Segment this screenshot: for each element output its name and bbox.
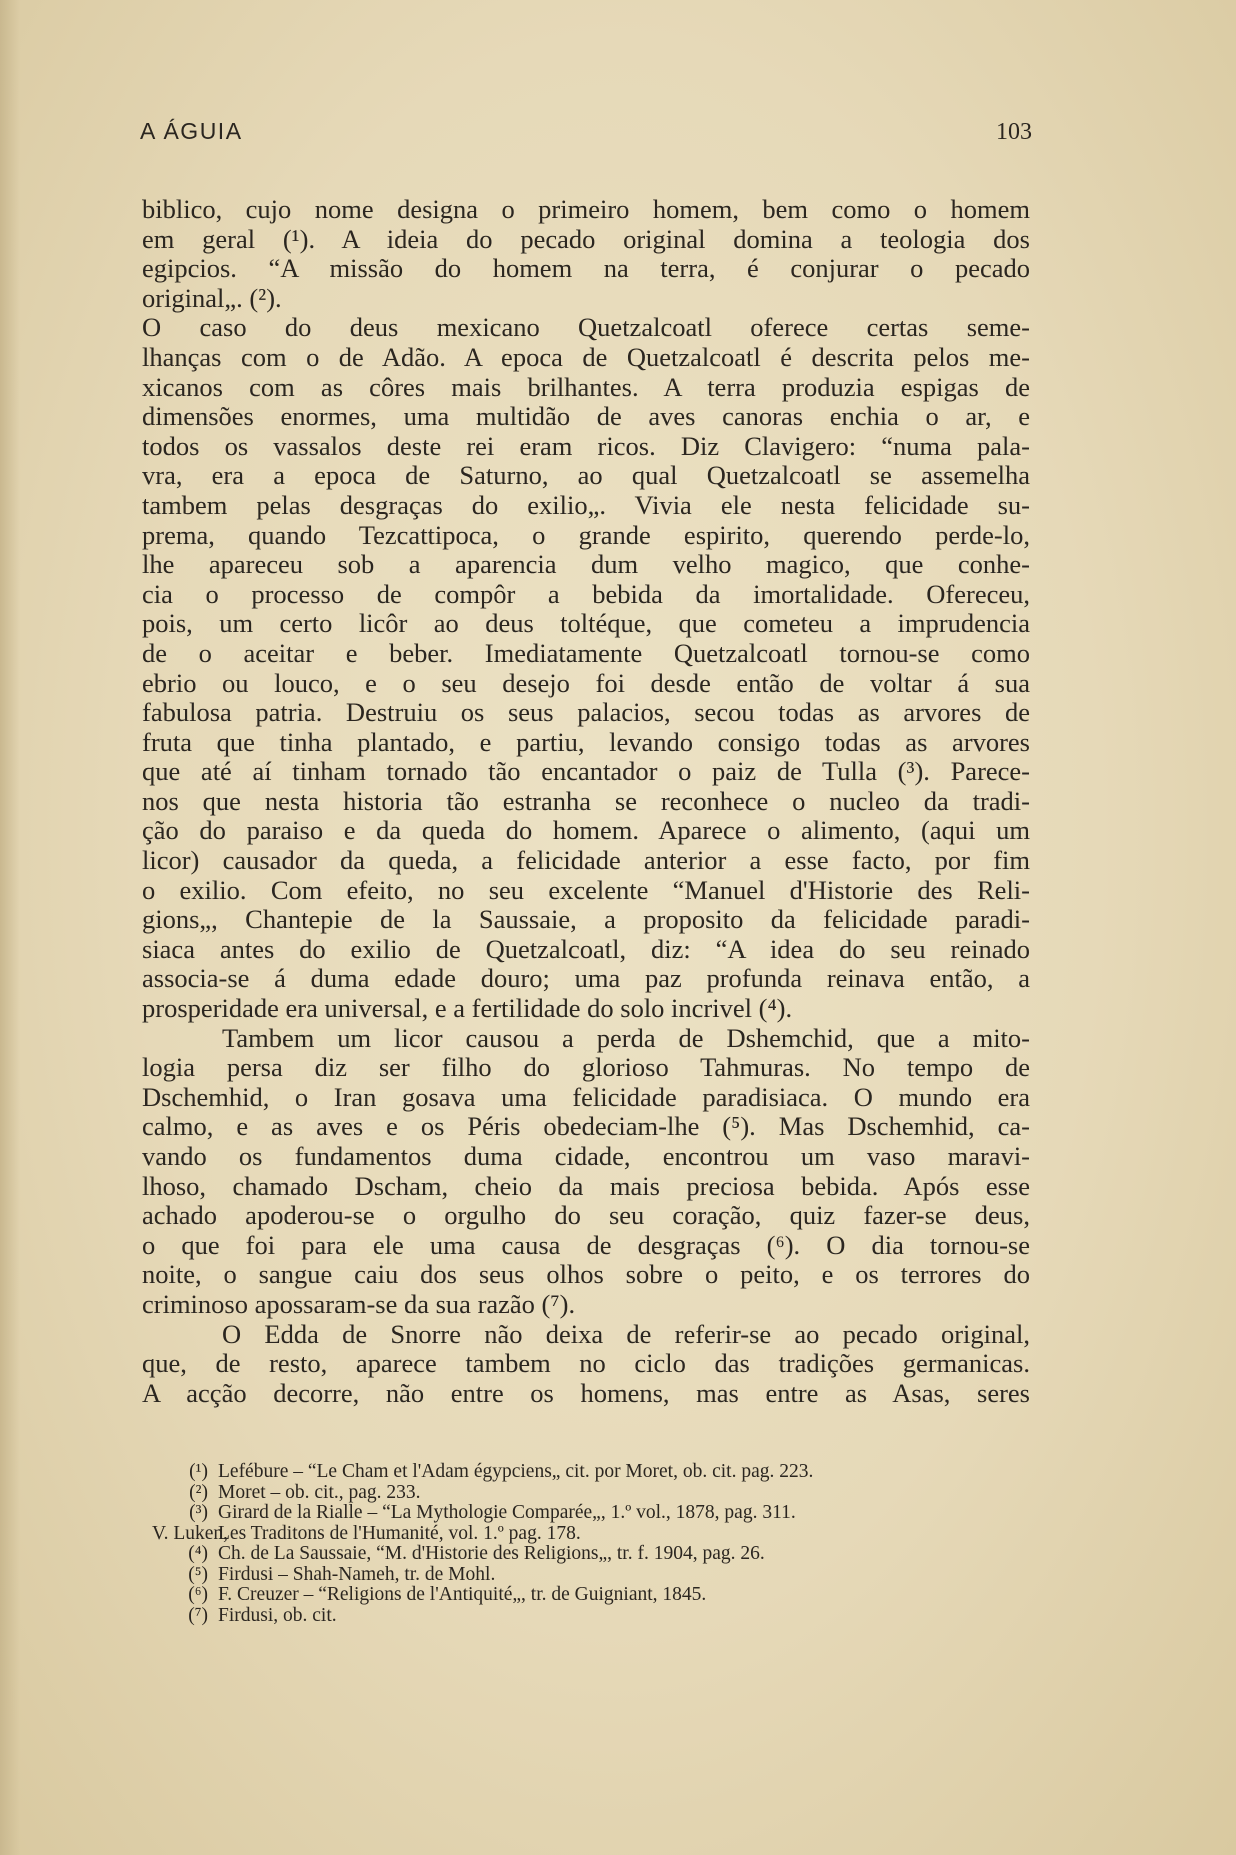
text-line: calmo, e as aves e os Péris obedeciam-lhe (⁵). Mas Dschemhid, ca- <box>142 1112 1030 1142</box>
footnote <box>152 1585 1054 1606</box>
footnotes <box>152 1462 1054 1626</box>
footnote-text: F. Creuzer – “Religions de l'Antiquité„, tr. de Guigniant, 1845. <box>218 1585 707 1605</box>
footnote-text: Les Traditons de l'Humanité, vol. 1.º pag. 178. <box>218 1523 581 1544</box>
text-line: lhoso, chamado Dscham, cheio da mais preciosa bebida. Após esse <box>142 1171 1030 1201</box>
text-line: nos que nesta historia tão estranha se reconhece o nucleo da tradi- <box>142 786 1030 816</box>
text-line: Tambem um licor causou a perda de Dshemchid, que a mito- <box>222 1023 1030 1053</box>
footnote <box>152 1483 1054 1504</box>
text-line: xicanos com as côres mais brilhantes. A terra produzia espigas de <box>142 372 1030 402</box>
footnote-text: Firdusi – Shah-Nameh, tr. de Mohl. <box>218 1564 496 1585</box>
footnote-text: Lefébure – “Le Cham et l'Adam égypciens„ cit. por Moret, ob. cit. pag. 223. <box>218 1462 814 1482</box>
text-line: ebrio ou louco, e o seu desejo foi desde então de voltar á sua <box>142 668 1030 698</box>
text-line: logia persa diz ser filho do glorioso Tahmuras. No tempo de <box>142 1053 1030 1083</box>
text-line: o que foi para ele uma causa de desgraças (⁶). O dia tornou-se <box>142 1230 1030 1260</box>
running-title: A ÁGUIA <box>140 118 243 144</box>
footnote-mark: (⁴) <box>188 1544 208 1564</box>
text-line: o exilio. Com efeito, no seu excelente “Manuel d'Historie des Reli- <box>142 875 1030 905</box>
footnote-mark: (⁷) <box>188 1605 208 1626</box>
text-line: original„. (²). <box>142 283 282 313</box>
text-line: Dschemhid, o Iran gosava uma felicidade paradisiaca. O mundo era <box>142 1082 1030 1112</box>
footnote-mark: (¹) <box>189 1462 208 1482</box>
footnote-text: Ch. de La Saussaie, “M. d'Historie des Religions„, tr. f. 1904, pag. 26. <box>218 1544 765 1564</box>
text-line: todos os vassalos deste rei eram ricos. Diz Clavigero: “numa pala- <box>142 431 1030 461</box>
text-line: egipcios. “A missão do homem na terra, é conjurar o pecado <box>142 254 1030 284</box>
footnote-mark: V. Luken, <box>152 1523 229 1544</box>
page-header <box>140 118 1032 148</box>
text-line: A acção decorre, não entre os homens, mas entre as Asas, seres <box>142 1378 1030 1408</box>
footnote-mark: (⁵) <box>188 1564 208 1585</box>
text-line: siaca antes do exilio de Quetzalcoatl, diz: “A idea do seu reinado <box>142 934 1030 964</box>
text-line: pois, um certo licôr ao deus toltéque, que cometeu a imprudencia <box>142 609 1030 639</box>
text-line: dimensões enormes, uma multidão de aves canoras enchia o ar, e <box>142 402 1030 432</box>
footnote <box>152 1524 1054 1545</box>
text-line: em geral (¹). A ideia do pecado original domina a teologia dos <box>142 224 1030 254</box>
page-number: 103 <box>996 119 1032 145</box>
text-line: vra, era a epoca de Saturno, ao qual Quetzalcoatl se assemelha <box>142 461 1030 491</box>
text-line: de o aceitar e beber. Imediatamente Quetzalcoatl tornou-se como <box>142 638 1030 668</box>
footnote-mark: (⁶) <box>188 1585 208 1605</box>
text-line: achado apoderou-se o orgulho do seu coração, quiz fazer-se deus, <box>142 1201 1030 1231</box>
footnote-mark: (²) <box>189 1482 208 1503</box>
footnote <box>152 1503 1054 1524</box>
text-line: fabulosa patria. Destruiu os seus palacios, secou todas as arvores de <box>142 698 1030 728</box>
text-line: licor) causador da queda, a felicidade anterior a esse facto, por fim <box>142 846 1030 876</box>
footnote-text: Girard de la Rialle – “La Mythologie Comparée„, 1.º vol., 1878, pag. 311. <box>218 1503 796 1523</box>
text-line: vando os fundamentos duma cidade, encontrou um vaso maravi- <box>142 1142 1030 1171</box>
footnote <box>152 1606 1054 1627</box>
text-line: fruta que tinha plantado, e partiu, levando consigo todas as arvores <box>142 727 1030 757</box>
text-line: tambem pelas desgraças do exilio„. Vivia ele nesta felicidade su- <box>142 490 1030 520</box>
text-line: lhe apareceu sob a aparencia dum velho magico, que conhe- <box>142 550 1030 580</box>
text-line: O caso do deus mexicano Quetzalcoatl oferece certas seme- <box>142 313 1030 343</box>
text-line: cia o processo de compôr a bebida da imortalidade. Ofereceu, <box>142 579 1030 609</box>
footnote <box>152 1565 1054 1586</box>
footnote <box>152 1462 1054 1483</box>
text-line: associa-se á duma edade douro; uma paz profunda reinava então, a <box>142 964 1030 994</box>
text-line: prosperidade era universal, e a fertilidade do solo incrivel (⁴). <box>142 994 793 1024</box>
page-edge-shadow <box>0 0 20 1855</box>
footnote-mark: (³) <box>189 1503 208 1523</box>
text-line: biblico, cujo nome designa o primeiro homem, bem como o homem <box>142 195 1030 224</box>
text-line: que até aí tinham tornado tão encantador o paiz de Tulla (³). Parece- <box>142 757 1030 787</box>
text-line: criminoso apossaram-se da sua razão (⁷). <box>142 1289 576 1319</box>
text-line: gions„, Chantepie de la Saussaie, a proposito da felicidade paradi- <box>142 905 1030 935</box>
text-line: ção do paraiso e da queda do homem. Aparece o alimento, (aqui um <box>142 816 1030 846</box>
text-line: lhanças com o de Adão. A epoca de Quetzalcoatl é descrita pelos me- <box>142 342 1030 372</box>
footnote-text: Moret – ob. cit., pag. 233. <box>218 1482 421 1503</box>
text-line: prema, quando Tezcattipoca, o grande espirito, querendo perde-lo, <box>142 520 1030 550</box>
footnote-text: Firdusi, ob. cit. <box>218 1605 337 1626</box>
footnote <box>152 1544 1054 1565</box>
text-line: O Edda de Snorre não deixa de referir-se ao pecado original, <box>222 1319 1030 1349</box>
body-text <box>142 195 1030 1408</box>
text-line: noite, o sangue caiu dos seus olhos sobre o peito, e os terrores do <box>142 1260 1030 1290</box>
text-line: que, de resto, aparece tambem no ciclo das tradições germanicas. <box>142 1349 1030 1379</box>
